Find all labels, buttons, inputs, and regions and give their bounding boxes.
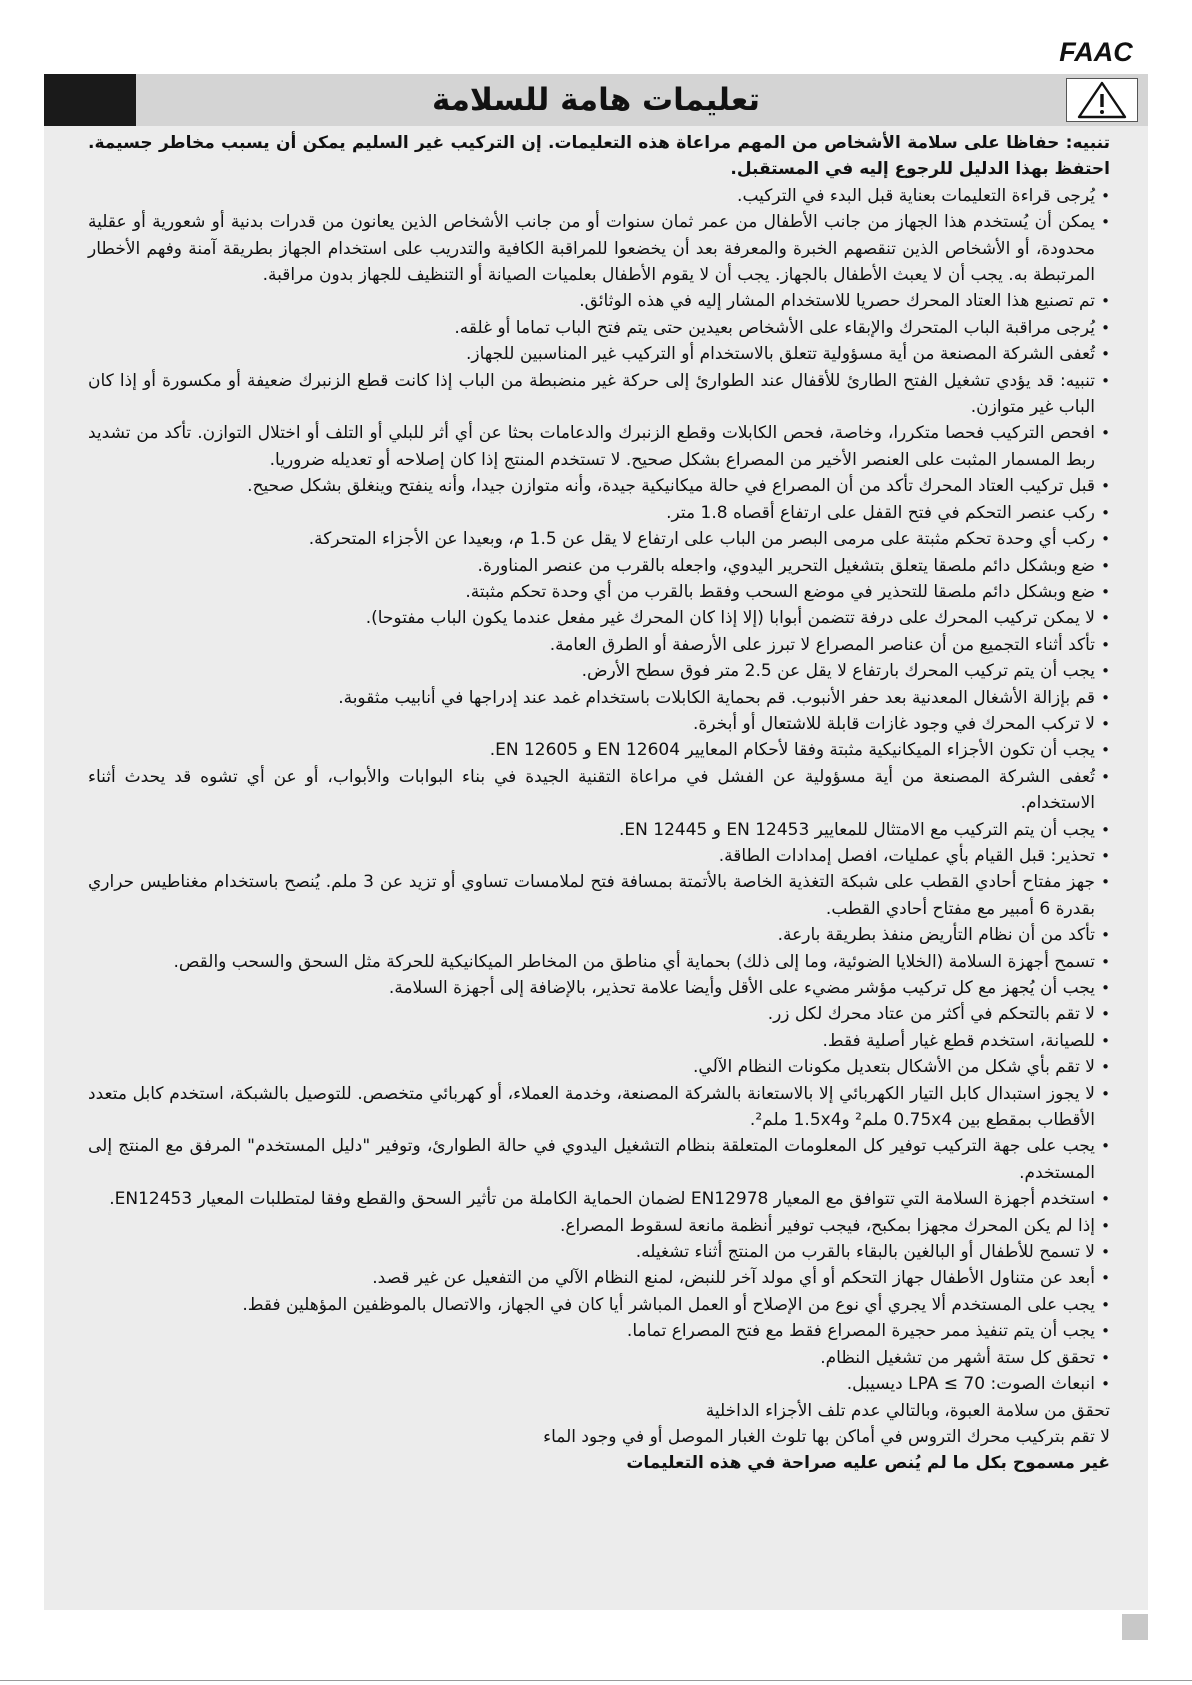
instruction-item: • لا يجوز استبدال كابل التيار الكهربائي إلا بالاستعانة بالشركة المصنعة، وخدمة العملاء، أو كهربائي متخصص. للتوصيل بالشبكة، استخدم كابل متعدد الأقطاب بمقطع بين 0.75x4 ملم² و1.5x4 ملم². bbox=[88, 1081, 1110, 1134]
instruction-item: • يجب أن يتم التركيب مع الامتثال للمعايير EN 12453 و EN 12445. bbox=[88, 817, 1110, 843]
instructions-panel bbox=[44, 126, 1148, 1610]
instruction-item: • للصيانة، استخدم قطع غيار أصلية فقط. bbox=[88, 1028, 1110, 1054]
instruction-item: • استخدم أجهزة السلامة التي تتوافق مع المعيار EN12978 لضمان الحماية الكاملة من تأثير السحق والقطع وفقا لمتطلبات المعيار EN12453. bbox=[88, 1186, 1110, 1212]
instruction-item: • يجب أن يُجهز مع كل تركيب مؤشر مضيء على الأقل وأيضا علامة تحذير، بالإضافة إلى أجهزة السلامة. bbox=[88, 975, 1110, 1001]
instruction-item: • جهز مفتاح أحادي القطب على شبكة التغذية الخاصة بالأتمتة بمسافة فتح لملامسات تساوي أو تزيد عن 3 ملم. يُنصح باستخدام مغناطيس حراري بقدرة 6 أمبير مع مفتاح أحادي القطب. bbox=[88, 869, 1110, 922]
instruction-item: • ركب عنصر التحكم في فتح القفل على ارتفاع أقصاه 1.8 متر. bbox=[88, 500, 1110, 526]
instruction-item: • يجب أن يتم تركيب المحرك بارتفاع لا يقل عن 2.5 متر فوق سطح الأرض. bbox=[88, 658, 1110, 684]
note-line: تحقق من سلامة العبوة، وبالتالي عدم تلف الأجزاء الداخلية bbox=[705, 1400, 1110, 1421]
instruction-item: • يُرجى قراءة التعليمات بعناية قبل البدء في التركيب. bbox=[88, 183, 1110, 209]
instruction-item: • تأكد أثناء التجميع من أن عناصر المصراع لا تبرز على الأرصفة أو الطرق العامة. bbox=[88, 632, 1110, 658]
instruction-item: • ضع وبشكل دائم ملصقا يتعلق بتشغيل التحرير اليدوي، واجعله بالقرب من عنصر المناورة. bbox=[88, 553, 1110, 579]
instruction-item: • لا تقم بالتحكم في أكثر من عتاد محرك لكل زر. bbox=[88, 1001, 1110, 1027]
instruction-item: • ركب أي وحدة تحكم مثبتة على مرمى البصر من الباب على ارتفاع لا يقل عن 1.5 م، وبعيدا عن الأجزاء المتحركة. bbox=[88, 526, 1110, 552]
instruction-item: • تم تصنيع هذا العتاد المحرك حصريا للاستخدام المشار إليه في هذه الوثائق. bbox=[88, 288, 1110, 314]
instruction-list bbox=[88, 183, 1110, 1398]
section-header bbox=[44, 74, 1148, 126]
page-title: تعليمات هامة للسلامة bbox=[431, 82, 761, 118]
instruction-item: • يجب على المستخدم ألا يجري أي نوع من الإصلاح أو العمل المباشر أيا كان في الجهاز، والاتصال بالموظفين المؤهلين فقط. bbox=[88, 1292, 1110, 1318]
instruction-item: • قبل تركيب العتاد المحرك تأكد من أن المصراع في حالة ميكانيكية جيدة، وأنه متوازن جيدا، وأنه ينفتح وينغلق بشكل صحيح. bbox=[88, 473, 1110, 499]
instruction-item: • يُرجى مراقبة الباب المتحرك والإبقاء على الأشخاص بعيدين حتى يتم فتح الباب تماما أو غلقه. bbox=[88, 315, 1110, 341]
instruction-item: • أبعد عن متناول الأطفال جهاز التحكم أو أي مولد آخر للنبض، لمنع النظام الآلي من التفعيل عن غير قصد. bbox=[88, 1265, 1110, 1291]
instruction-item: • تسمح أجهزة السلامة (الخلايا الضوئية، وما إلى ذلك) بحماية أي مناطق من المخاطر الميكانيكية للحركة مثل السحق والسحب والقص. bbox=[88, 949, 1110, 975]
instruction-item: • انبعاث الصوت: LPA ≤ 70 ديسيبل. bbox=[88, 1371, 1110, 1397]
instruction-item: • لا يمكن تركيب المحرك على درفة تتضمن أبوابا (إلا إذا كان المحرك غير مفعل عندما يكون الباب مفتوحا). bbox=[88, 605, 1110, 631]
faac-logo bbox=[1044, 36, 1148, 66]
instruction-item: • لا تقم بأي شكل من الأشكال بتعديل مكونات النظام الآلي. bbox=[88, 1054, 1110, 1080]
final-note: غير مسموح بكل ما لم يُنص عليه صراحة في هذه التعليمات bbox=[626, 1453, 1110, 1474]
instruction-item: • تحقق كل ستة أشهر من تشغيل النظام. bbox=[88, 1345, 1110, 1371]
warning-box bbox=[1066, 78, 1138, 122]
instruction-item: • تُعفى الشركة المصنعة من أية مسؤولية عن الفشل في مراعاة التقنية الجيدة في بناء البوابات والأبواب، أو عن أي تشوه قد يحدث أثناء الاستخدام. bbox=[88, 764, 1110, 817]
instruction-item: • تحذير: قبل القيام بأي عمليات، افصل إمدادات الطاقة. bbox=[88, 843, 1110, 869]
warning-triangle-icon bbox=[1067, 79, 1137, 121]
intro-warning: تنبيه: حفاظا على سلامة الأشخاص من المهم مراعاة هذه التعليمات. إن التركيب غير السليم يمكن أن يسبب مخاطر جسيمة. احتفظ بهذا الدليل للرجوع إليه في المستقبل. bbox=[88, 133, 1110, 180]
brand-text: FAAC bbox=[1059, 37, 1133, 66]
instruction-item: • تُعفى الشركة المصنعة من أية مسؤولية تتعلق بالاستخدام أو التركيب غير المناسبين للجهاز. bbox=[88, 341, 1110, 367]
extra-notes bbox=[88, 1398, 1110, 1451]
footer-rule bbox=[0, 1680, 1192, 1681]
instruction-item: • يجب أن يتم تنفيذ ممر حجيرة المصراع فقط مع فتح المصراع تماما. bbox=[88, 1318, 1110, 1344]
note-line: لا تقم بتركيب محرك التروس في أماكن بها تلوث الغبار الموصل أو في وجود الماء bbox=[543, 1426, 1110, 1447]
instruction-item: • لا تركب المحرك في وجود غازات قابلة للاشتعال أو أبخرة. bbox=[88, 711, 1110, 737]
instruction-item: • يجب أن تكون الأجزاء الميكانيكية مثبتة وفقا لأحكام المعايير EN 12604 و EN 12605. bbox=[88, 737, 1110, 763]
instruction-item: • ضع وبشكل دائم ملصقا للتحذير في موضع السحب وفقط بالقرب من أي وحدة تحكم مثبتة. bbox=[88, 579, 1110, 605]
instruction-item: • تنبيه: قد يؤدي تشغيل الفتح الطارئ للأقفال عند الطوارئ إلى حركة غير منضبطة من الباب إذا كانت قطع الزنبرك ضعيفة أو مكسورة أو إذا كان الباب غير متوازن. bbox=[88, 368, 1110, 421]
instruction-item: • يمكن أن يُستخدم هذا الجهاز من جانب الأطفال من عمر ثمان سنوات أو من جانب الأشخاص الذين يعانون من قدرات بدنية أو شعورية أو عقلية محدودة، أو الأشخاص الذين تنقصهم الخبرة والمعرفة بعد أن يخضعوا للمراقبة الكافية والتدريب على استخدام الجهاز بطريقة آمنة وفهم الأخطار المرتبطة به. يجب أن لا يعبث الأطفال بالجهاز. يجب أن لا يقوم الأطفال بعلميات الصيانة أو التنظيف للجهاز بدون مراقبة. bbox=[88, 209, 1110, 288]
page-corner-marker bbox=[1122, 1614, 1148, 1640]
instruction-item: • قم بإزالة الأشغال المعدنية بعد حفر الأنبوب. قم بحماية الكابلات باستخدام غمد عند إدراجها في أنابيب مثقوبة. bbox=[88, 685, 1110, 711]
instruction-item: • افحص التركيب فحصا متكررا، وخاصة، فحص الكابلات وقطع الزنبرك والدعامات بحثا عن أي أثر للبلي أو التلف أو اختلال التوازن. تأكد من تشديد ربط المسمار المثبت على العنصر الأخير من المصراع بشكل صحيح. لا تستخدم المنتج إذا كان إصلاحه أو تعديله ضروريا. bbox=[88, 420, 1110, 473]
instruction-item: • لا تسمح للأطفال أو البالغين بالبقاء بالقرب من المنتج أثناء تشغيله. bbox=[88, 1239, 1110, 1265]
instruction-item: • تأكد من أن نظام التأريض منفذ بطريقة بارعة. bbox=[88, 922, 1110, 948]
instruction-item: • يجب على جهة التركيب توفير كل المعلومات المتعلقة بنظام التشغيل اليدوي في حالة الطوارئ، وتوفير "دليل المستخدم" المرفق مع المنتج إلى المستخدم. bbox=[88, 1133, 1110, 1186]
instruction-item: • إذا لم يكن المحرك مجهزا بمكبح، فيجب توفير أنظمة مانعة لسقوط المصراع. bbox=[88, 1213, 1110, 1239]
